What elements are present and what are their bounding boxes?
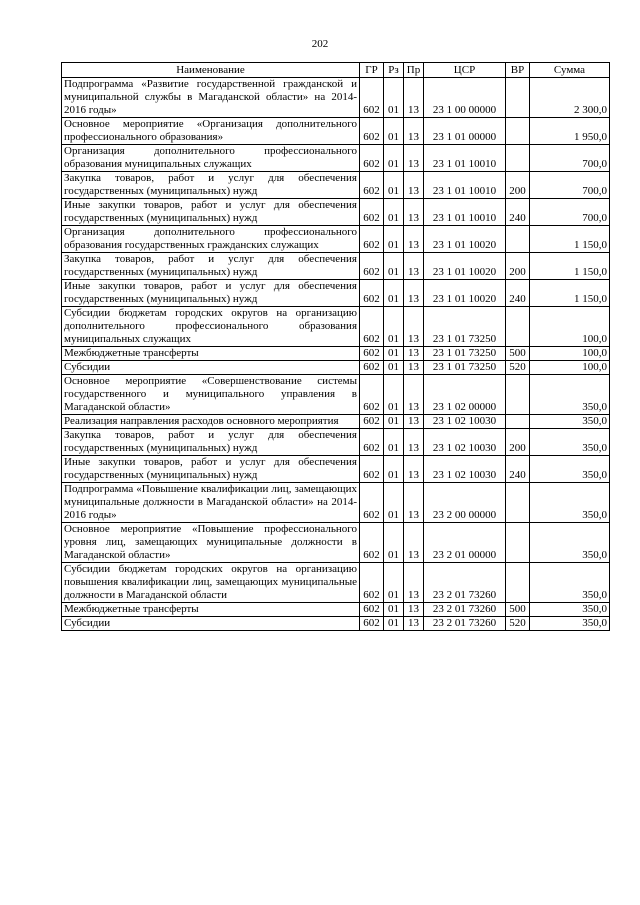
cell-rz: 01	[384, 415, 404, 429]
page-number: 202	[311, 38, 329, 50]
cell-name: Субсидии бюджетам городских округов на организацию повышения квалификации лиц, замещающих муниципальные должности в Магаданской области	[62, 563, 360, 603]
table-row	[62, 226, 610, 253]
cell-gr: 602	[360, 307, 384, 347]
cell-csr: 23 1 01 73250	[424, 361, 506, 375]
cell-rz: 01	[384, 617, 404, 631]
cell-gr: 602	[360, 199, 384, 226]
cell-gr: 602	[360, 523, 384, 563]
cell-csr: 23 2 01 73260	[424, 603, 506, 617]
cell-pr: 13	[404, 375, 424, 415]
cell-vr	[506, 483, 530, 523]
cell-gr: 602	[360, 375, 384, 415]
header-sum: Сумма	[530, 63, 610, 78]
table-body	[62, 78, 610, 631]
cell-gr: 602	[360, 78, 384, 118]
cell-gr: 602	[360, 603, 384, 617]
table-row	[62, 253, 610, 280]
cell-vr: 240	[506, 199, 530, 226]
table-row	[62, 563, 610, 603]
cell-pr: 13	[404, 307, 424, 347]
cell-csr: 23 1 01 73250	[424, 347, 506, 361]
cell-sum: 1 950,0	[530, 118, 610, 145]
cell-name: Закупка товаров, работ и услуг для обеспечения государственных (муниципальных) нужд	[62, 429, 360, 456]
cell-gr: 602	[360, 415, 384, 429]
cell-gr: 602	[360, 118, 384, 145]
header-row	[62, 63, 610, 78]
cell-sum: 100,0	[530, 307, 610, 347]
cell-name: Подпрограмма «Повышение квалификации лиц, замещающих муниципальные должности в Магаданской области» на 2014-2016 годы»	[62, 483, 360, 523]
cell-sum: 350,0	[530, 563, 610, 603]
cell-gr: 602	[360, 172, 384, 199]
cell-vr	[506, 118, 530, 145]
header-rz: Рз	[384, 63, 404, 78]
cell-sum: 2 300,0	[530, 78, 610, 118]
table-row	[62, 199, 610, 226]
cell-name: Иные закупки товаров, работ и услуг для обеспечения государственных (муниципальных) нужд	[62, 456, 360, 483]
cell-pr: 13	[404, 78, 424, 118]
cell-pr: 13	[404, 172, 424, 199]
cell-name: Закупка товаров, работ и услуг для обеспечения государственных (муниципальных) нужд	[62, 253, 360, 280]
cell-sum: 350,0	[530, 429, 610, 456]
cell-rz: 01	[384, 280, 404, 307]
cell-vr	[506, 415, 530, 429]
cell-vr: 520	[506, 361, 530, 375]
cell-vr: 500	[506, 603, 530, 617]
cell-vr: 200	[506, 253, 530, 280]
cell-csr: 23 2 01 73260	[424, 563, 506, 603]
cell-rz: 01	[384, 375, 404, 415]
cell-rz: 01	[384, 118, 404, 145]
cell-rz: 01	[384, 603, 404, 617]
cell-sum: 1 150,0	[530, 280, 610, 307]
cell-name: Иные закупки товаров, работ и услуг для обеспечения государственных (муниципальных) нужд	[62, 199, 360, 226]
table-row	[62, 483, 610, 523]
cell-vr: 240	[506, 280, 530, 307]
cell-sum: 350,0	[530, 603, 610, 617]
cell-sum: 350,0	[530, 617, 610, 631]
cell-name: Межбюджетные трансферты	[62, 603, 360, 617]
cell-csr: 23 1 01 10010	[424, 172, 506, 199]
table-row	[62, 307, 610, 347]
cell-csr: 23 1 01 10010	[424, 199, 506, 226]
cell-csr: 23 1 02 10030	[424, 456, 506, 483]
cell-csr: 23 1 01 00000	[424, 118, 506, 145]
cell-pr: 13	[404, 483, 424, 523]
table-row	[62, 456, 610, 483]
cell-vr	[506, 145, 530, 172]
cell-pr: 13	[404, 523, 424, 563]
cell-sum: 100,0	[530, 361, 610, 375]
cell-pr: 13	[404, 280, 424, 307]
table-row	[62, 429, 610, 456]
cell-vr	[506, 307, 530, 347]
cell-sum: 700,0	[530, 199, 610, 226]
cell-pr: 13	[404, 199, 424, 226]
cell-rz: 01	[384, 78, 404, 118]
cell-name: Основное мероприятие «Организация дополнительного профессионального образования»	[62, 118, 360, 145]
cell-csr: 23 2 00 00000	[424, 483, 506, 523]
cell-gr: 602	[360, 226, 384, 253]
cell-pr: 13	[404, 361, 424, 375]
cell-name: Подпрограмма «Развитие государственной гражданской и муниципальной службы в Магаданской области» на 2014-2016 годы»	[62, 78, 360, 118]
table-row	[62, 347, 610, 361]
cell-name: Организация дополнительного профессионального образования муниципальных служащих	[62, 145, 360, 172]
cell-sum: 1 150,0	[530, 253, 610, 280]
table-header	[62, 63, 610, 78]
cell-gr: 602	[360, 253, 384, 280]
cell-gr: 602	[360, 361, 384, 375]
cell-sum: 1 150,0	[530, 226, 610, 253]
cell-csr: 23 2 01 00000	[424, 523, 506, 563]
cell-pr: 13	[404, 118, 424, 145]
cell-name: Иные закупки товаров, работ и услуг для обеспечения государственных (муниципальных) нужд	[62, 280, 360, 307]
header-name: Наименование	[62, 63, 360, 78]
cell-gr: 602	[360, 617, 384, 631]
cell-vr: 240	[506, 456, 530, 483]
table-row	[62, 617, 610, 631]
cell-csr: 23 1 01 10010	[424, 145, 506, 172]
cell-rz: 01	[384, 523, 404, 563]
cell-sum: 350,0	[530, 523, 610, 563]
header-vr: ВР	[506, 63, 530, 78]
cell-pr: 13	[404, 617, 424, 631]
cell-sum: 350,0	[530, 375, 610, 415]
cell-sum: 700,0	[530, 172, 610, 199]
cell-pr: 13	[404, 347, 424, 361]
cell-gr: 602	[360, 145, 384, 172]
cell-csr: 23 1 01 10020	[424, 280, 506, 307]
cell-csr: 23 1 01 10020	[424, 253, 506, 280]
table-row	[62, 145, 610, 172]
cell-csr: 23 1 01 10020	[424, 226, 506, 253]
table-row	[62, 118, 610, 145]
cell-vr	[506, 78, 530, 118]
cell-gr: 602	[360, 347, 384, 361]
cell-rz: 01	[384, 226, 404, 253]
table-row	[62, 78, 610, 118]
header-gr: ГР	[360, 63, 384, 78]
table-row	[62, 361, 610, 375]
cell-sum: 350,0	[530, 456, 610, 483]
cell-name: Основное мероприятие «Повышение профессионального уровня лиц, замещающих муниципальные должности в Магаданской области»	[62, 523, 360, 563]
cell-gr: 602	[360, 429, 384, 456]
table-row	[62, 603, 610, 617]
cell-rz: 01	[384, 563, 404, 603]
cell-vr: 200	[506, 429, 530, 456]
cell-pr: 13	[404, 603, 424, 617]
cell-rz: 01	[384, 253, 404, 280]
cell-vr: 520	[506, 617, 530, 631]
cell-name: Основное мероприятие «Совершенствование системы государственного и муниципального управления в Магаданской области»	[62, 375, 360, 415]
table-row	[62, 172, 610, 199]
cell-rz: 01	[384, 429, 404, 456]
cell-gr: 602	[360, 280, 384, 307]
cell-rz: 01	[384, 172, 404, 199]
cell-gr: 602	[360, 483, 384, 523]
header-csr: ЦСР	[424, 63, 506, 78]
cell-sum: 100,0	[530, 347, 610, 361]
cell-csr: 23 1 02 10030	[424, 429, 506, 456]
cell-rz: 01	[384, 347, 404, 361]
cell-pr: 13	[404, 456, 424, 483]
cell-name: Организация дополнительного профессионального образования государственных гражданских служащих	[62, 226, 360, 253]
cell-pr: 13	[404, 415, 424, 429]
header-pr: Пр	[404, 63, 424, 78]
cell-rz: 01	[384, 456, 404, 483]
table-row	[62, 375, 610, 415]
cell-vr	[506, 563, 530, 603]
cell-csr: 23 1 02 00000	[424, 375, 506, 415]
table-row	[62, 523, 610, 563]
cell-csr: 23 1 00 00000	[424, 78, 506, 118]
cell-name: Субсидии	[62, 361, 360, 375]
table-row	[62, 415, 610, 429]
cell-name: Субсидии	[62, 617, 360, 631]
cell-rz: 01	[384, 483, 404, 523]
cell-name: Реализация направления расходов основного мероприятия	[62, 415, 360, 429]
cell-gr: 602	[360, 456, 384, 483]
cell-pr: 13	[404, 226, 424, 253]
cell-vr	[506, 523, 530, 563]
cell-sum: 350,0	[530, 483, 610, 523]
cell-rz: 01	[384, 199, 404, 226]
cell-csr: 23 1 01 73250	[424, 307, 506, 347]
cell-name: Межбюджетные трансферты	[62, 347, 360, 361]
cell-sum: 700,0	[530, 145, 610, 172]
table-row	[62, 280, 610, 307]
cell-sum: 350,0	[530, 415, 610, 429]
cell-name: Субсидии бюджетам городских округов на организацию дополнительного профессионального образования муниципальных служащих	[62, 307, 360, 347]
cell-pr: 13	[404, 145, 424, 172]
cell-name: Закупка товаров, работ и услуг для обеспечения государственных (муниципальных) нужд	[62, 172, 360, 199]
cell-pr: 13	[404, 429, 424, 456]
budget-table	[61, 62, 610, 631]
cell-vr	[506, 226, 530, 253]
cell-vr: 200	[506, 172, 530, 199]
cell-rz: 01	[384, 145, 404, 172]
cell-vr: 500	[506, 347, 530, 361]
cell-csr: 23 2 01 73260	[424, 617, 506, 631]
cell-rz: 01	[384, 307, 404, 347]
cell-gr: 602	[360, 563, 384, 603]
cell-vr	[506, 375, 530, 415]
cell-pr: 13	[404, 253, 424, 280]
cell-pr: 13	[404, 563, 424, 603]
cell-csr: 23 1 02 10030	[424, 415, 506, 429]
cell-rz: 01	[384, 361, 404, 375]
